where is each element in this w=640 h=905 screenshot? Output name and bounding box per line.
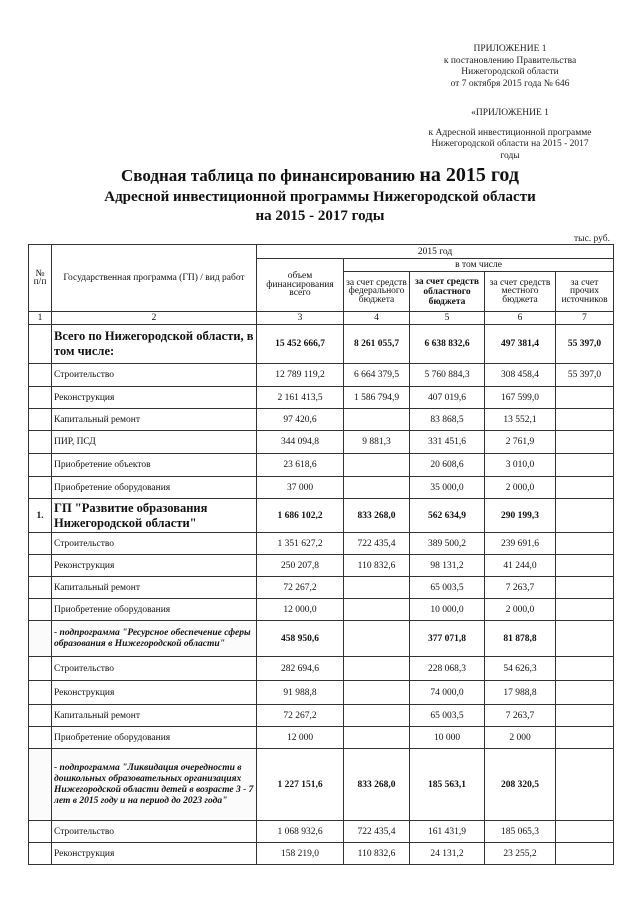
cell-total: 72 267,2 xyxy=(257,705,344,727)
cell-regional: 331 451,6 xyxy=(410,431,485,454)
row-number xyxy=(29,409,52,431)
cell-federal xyxy=(344,727,410,749)
cell-federal: 8 261 055,7 xyxy=(344,325,410,364)
cell-local: 2 761,9 xyxy=(485,431,556,454)
col-index: 2 xyxy=(52,312,257,325)
row-number xyxy=(29,657,52,681)
row-number xyxy=(29,555,52,577)
cell-total: 15 452 666,7 xyxy=(257,325,344,364)
cell-local: 7 263,7 xyxy=(485,705,556,727)
table-row xyxy=(29,325,614,364)
cell-regional: 74 000,0 xyxy=(410,681,485,705)
row-number xyxy=(29,621,52,657)
cell-regional: 24 131,2 xyxy=(410,843,485,865)
table-row xyxy=(29,454,614,477)
row-number xyxy=(29,325,52,364)
table-row xyxy=(29,621,614,657)
table-row xyxy=(29,409,614,431)
col-index: 5 xyxy=(410,312,485,325)
cell-local: 185 065,3 xyxy=(485,821,556,843)
cell-other xyxy=(556,705,614,727)
table-row xyxy=(29,533,614,555)
cell-total: 282 694,6 xyxy=(257,657,344,681)
table-row xyxy=(29,477,614,499)
cell-local: 239 691,6 xyxy=(485,533,556,555)
cell-total: 1 686 102,2 xyxy=(257,499,344,533)
cell-federal xyxy=(344,681,410,705)
row-number xyxy=(29,681,52,705)
cell-other xyxy=(556,843,614,865)
cell-total: 2 161 413,5 xyxy=(257,387,344,409)
cell-regional: 407 019,6 xyxy=(410,387,485,409)
row-number xyxy=(29,843,52,865)
cell-local: 17 988,8 xyxy=(485,681,556,705)
col-index: 3 xyxy=(257,312,344,325)
cell-total: 91 988,8 xyxy=(257,681,344,705)
cell-total: 1 227 151,6 xyxy=(257,749,344,821)
appendix-header-line: ПРИЛОЖЕНИЕ 1 xyxy=(473,44,547,54)
cell-other xyxy=(556,477,614,499)
row-name: Приобретение оборудования xyxy=(52,477,257,499)
cell-federal: 722 435,4 xyxy=(344,821,410,843)
cell-other xyxy=(556,657,614,681)
col-index: 7 xyxy=(556,312,614,325)
appendix-header-line: Нижегородской области на 2015 - 2017 xyxy=(431,139,589,149)
page-subtitle xyxy=(0,188,640,226)
cell-regional: 377 071,8 xyxy=(410,621,485,657)
cell-local: 208 320,5 xyxy=(485,749,556,821)
cell-total: 158 219,0 xyxy=(257,843,344,865)
cell-regional: 5 760 884,3 xyxy=(410,364,485,387)
table-row xyxy=(29,749,614,821)
table-row xyxy=(29,657,614,681)
appendix-header-line: от 7 октября 2015 года № 646 xyxy=(450,78,570,89)
row-name: ГП "Развитие образования Нижегородской области" xyxy=(52,499,257,533)
appendix-header-line: к постановлению Правительства xyxy=(443,55,577,66)
cell-total: 250 207,8 xyxy=(257,555,344,577)
appendix-header xyxy=(395,44,625,90)
row-number xyxy=(29,749,52,821)
table-row xyxy=(29,843,614,865)
cell-federal xyxy=(344,657,410,681)
cell-local: 54 626,3 xyxy=(485,657,556,681)
financing-table xyxy=(28,244,614,865)
table-row xyxy=(29,577,614,599)
cell-federal: 110 832,6 xyxy=(344,555,410,577)
table-row xyxy=(29,364,614,387)
cell-regional: 562 634,9 xyxy=(410,499,485,533)
cell-regional: 389 500,2 xyxy=(410,533,485,555)
cell-regional: 185 563,1 xyxy=(410,749,485,821)
row-number: 1. xyxy=(29,499,52,533)
row-number xyxy=(29,387,52,409)
row-name: Строительство xyxy=(52,533,257,555)
appendix-header-line: годы xyxy=(500,150,520,161)
cell-other xyxy=(556,555,614,577)
table-row xyxy=(29,727,614,749)
cell-local: 290 199,3 xyxy=(485,499,556,533)
row-number xyxy=(29,577,52,599)
cell-total: 1 068 932,6 xyxy=(257,821,344,843)
col-index: 1 xyxy=(29,312,52,325)
col-header-other: за счет прочих источников xyxy=(556,272,614,312)
row-name: Реконструкция xyxy=(52,681,257,705)
table-row xyxy=(29,681,614,705)
table-row xyxy=(29,555,614,577)
cell-other xyxy=(556,821,614,843)
col-header-including: в том числе xyxy=(344,259,614,272)
cell-other xyxy=(556,681,614,705)
cell-federal xyxy=(344,577,410,599)
row-name: Капитальный ремонт xyxy=(52,577,257,599)
cell-local: 23 255,2 xyxy=(485,843,556,865)
page-title-main: Сводная таблица по финансированию xyxy=(121,166,416,185)
row-name: Капитальный ремонт xyxy=(52,409,257,431)
row-name: Реконструкция xyxy=(52,843,257,865)
cell-total: 12 000,0 xyxy=(257,599,344,621)
cell-regional: 20 608,6 xyxy=(410,454,485,477)
cell-total: 72 267,2 xyxy=(257,577,344,599)
cell-federal xyxy=(344,599,410,621)
cell-regional: 98 131,2 xyxy=(410,555,485,577)
cell-federal xyxy=(344,621,410,657)
page-title xyxy=(0,164,640,187)
col-index: 4 xyxy=(344,312,410,325)
row-number xyxy=(29,705,52,727)
cell-other xyxy=(556,454,614,477)
table-row xyxy=(29,387,614,409)
cell-local: 497 381,4 xyxy=(485,325,556,364)
cell-other xyxy=(556,533,614,555)
cell-regional: 65 003,5 xyxy=(410,577,485,599)
row-name: Приобретение оборудования xyxy=(52,727,257,749)
cell-other: 55 397,0 xyxy=(556,325,614,364)
row-name: Приобретение объектов xyxy=(52,454,257,477)
col-header-year: 2015 год xyxy=(257,245,614,259)
page-subtitle-line: Адресной инвестиционной программы Нижегородской области xyxy=(104,189,536,205)
cell-federal: 6 664 379,5 xyxy=(344,364,410,387)
cell-regional: 10 000 xyxy=(410,727,485,749)
table-row xyxy=(29,821,614,843)
cell-other xyxy=(556,409,614,431)
appendix-header-line: «ПРИЛОЖЕНИЕ 1 xyxy=(471,108,549,118)
cell-other xyxy=(556,749,614,821)
cell-other xyxy=(556,621,614,657)
cell-regional: 161 431,9 xyxy=(410,821,485,843)
table-row xyxy=(29,599,614,621)
row-name: - подпрограмма "Ресурсное обеспечение сферы образования в Нижегородской области" xyxy=(52,621,257,657)
unit-label: тыс. руб. xyxy=(574,234,610,244)
cell-total: 12 000 xyxy=(257,727,344,749)
table-row xyxy=(29,431,614,454)
cell-local: 308 458,4 xyxy=(485,364,556,387)
cell-local: 167 599,0 xyxy=(485,387,556,409)
row-name: Реконструкция xyxy=(52,387,257,409)
cell-local: 2 000,0 xyxy=(485,599,556,621)
cell-federal xyxy=(344,454,410,477)
cell-local: 81 878,8 xyxy=(485,621,556,657)
col-header-federal: за счет средств федерального бюджета xyxy=(344,272,410,312)
cell-local: 13 552,1 xyxy=(485,409,556,431)
row-number xyxy=(29,821,52,843)
col-header-regional: за счет средств областного бюджета xyxy=(410,272,485,312)
cell-federal: 722 435,4 xyxy=(344,533,410,555)
cell-total: 12 789 119,2 xyxy=(257,364,344,387)
cell-regional: 35 000,0 xyxy=(410,477,485,499)
cell-total: 344 094,8 xyxy=(257,431,344,454)
row-number xyxy=(29,727,52,749)
cell-total: 97 420,6 xyxy=(257,409,344,431)
cell-federal: 833 268,0 xyxy=(344,749,410,821)
row-number xyxy=(29,364,52,387)
cell-regional: 83 868,5 xyxy=(410,409,485,431)
appendix-header-line: Нижегородской области xyxy=(461,67,559,77)
cell-total: 37 000 xyxy=(257,477,344,499)
cell-local: 2 000,0 xyxy=(485,477,556,499)
row-name: Строительство xyxy=(52,821,257,843)
cell-other xyxy=(556,599,614,621)
row-number xyxy=(29,599,52,621)
cell-federal: 1 586 794,9 xyxy=(344,387,410,409)
row-name: Реконструкция xyxy=(52,555,257,577)
cell-regional: 6 638 832,6 xyxy=(410,325,485,364)
row-number xyxy=(29,454,52,477)
row-name: - подпрограмма "Ликвидация очередности в дошкольных образовательных организациях Нижегородской области детей в возрасте 3 - 7 лет в 2015 году и на период до 2023 года" xyxy=(52,749,257,821)
cell-federal xyxy=(344,705,410,727)
row-name: Приобретение оборудования xyxy=(52,599,257,621)
row-name: Капитальный ремонт xyxy=(52,705,257,727)
table-row xyxy=(29,499,614,533)
cell-other xyxy=(556,499,614,533)
cell-other xyxy=(556,727,614,749)
col-header-name: Государственная программа (ГП) / вид работ xyxy=(52,245,257,312)
cell-federal xyxy=(344,477,410,499)
page-subtitle-line: на 2015 - 2017 годы xyxy=(255,208,385,224)
cell-total: 1 351 627,2 xyxy=(257,533,344,555)
cell-other xyxy=(556,577,614,599)
appendix-header-2 xyxy=(395,108,625,162)
cell-other: 55 397,0 xyxy=(556,364,614,387)
row-name: Всего по Нижегородской области, в том числе: xyxy=(52,325,257,364)
row-number xyxy=(29,477,52,499)
col-header-total: объем финансирования всего xyxy=(257,259,344,312)
cell-other xyxy=(556,387,614,409)
row-name: Строительство xyxy=(52,364,257,387)
col-index: 6 xyxy=(485,312,556,325)
cell-local: 7 263,7 xyxy=(485,577,556,599)
table-row xyxy=(29,705,614,727)
cell-federal xyxy=(344,409,410,431)
row-number xyxy=(29,431,52,454)
cell-local: 2 000 xyxy=(485,727,556,749)
row-name: Строительство xyxy=(52,657,257,681)
cell-local: 3 010,0 xyxy=(485,454,556,477)
row-number xyxy=(29,533,52,555)
cell-regional: 65 003,5 xyxy=(410,705,485,727)
cell-federal: 110 832,6 xyxy=(344,843,410,865)
appendix-header-line: к Адресной инвестиционной программе xyxy=(428,127,592,138)
cell-federal: 9 881,3 xyxy=(344,431,410,454)
cell-federal: 833 268,0 xyxy=(344,499,410,533)
col-header-num: № п/п xyxy=(29,245,52,312)
page-title-year: на 2015 год xyxy=(419,164,519,186)
cell-regional: 228 068,3 xyxy=(410,657,485,681)
cell-other xyxy=(556,431,614,454)
row-name: ПИР, ПСД xyxy=(52,431,257,454)
col-header-local: за счет средств местного бюджета xyxy=(485,272,556,312)
cell-total: 23 618,6 xyxy=(257,454,344,477)
cell-local: 41 244,0 xyxy=(485,555,556,577)
cell-total: 458 950,6 xyxy=(257,621,344,657)
cell-regional: 10 000,0 xyxy=(410,599,485,621)
